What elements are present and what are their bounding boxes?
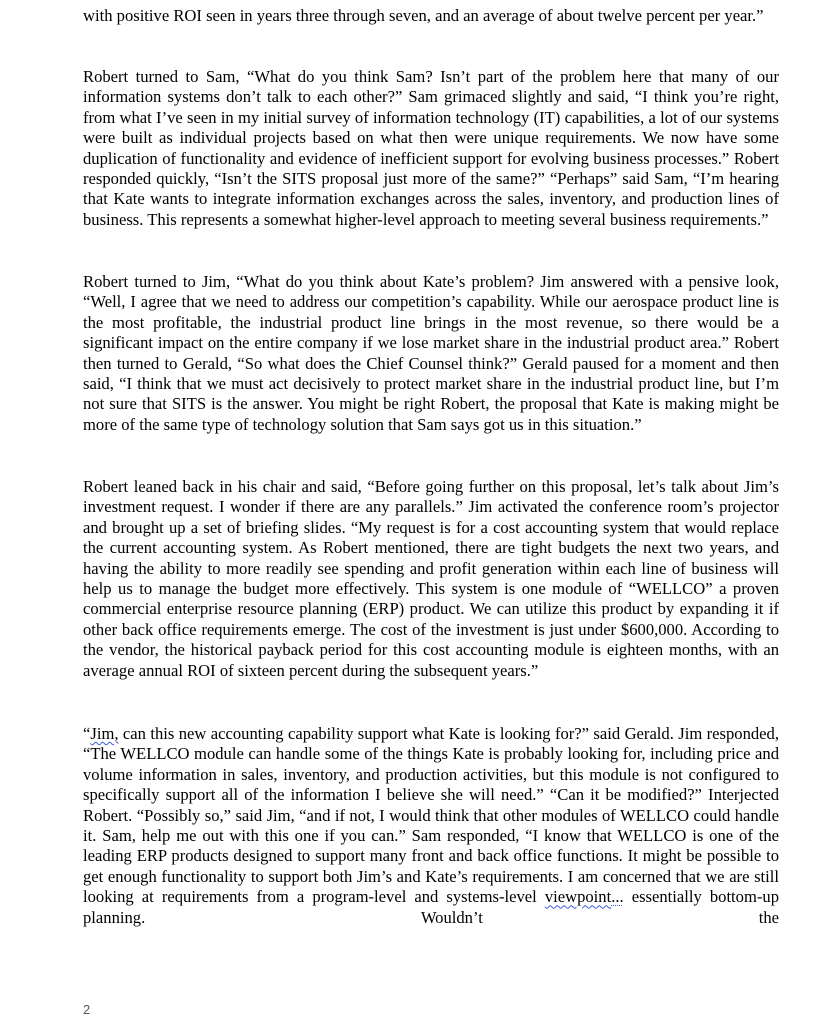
paragraph-tail: essentially bottom-up planning. Wouldn’t the [83,887,779,927]
grammar-flag-jim[interactable]: Jim, [90,724,119,743]
paragraph-continuation: with positive ROI seen in years three through seven, and an average of about twelve percent per year.” [83,6,764,25]
open-quote: “ [83,724,91,743]
page-number: 2 [83,1002,91,1017]
paragraph-robert-jim: Robert turned to Jim, “What do you think about Kate’s problem? Jim answered with a pensive look, “Well, I agree that we need to address our competition’s capability. While our aerospace product line is the most profitable, the industrial product line brings in the most revenue, so there would be a significant impact on the entire company if we lose market share in the industrial product area.” Robert then turned to Gerald, “So what does the Chief Counsel think?” Gerald paused for a moment and then said, “I think that we must act decisively to protect market share in the industrial product line, but I’m not sure that SITS is the answer. You might be right Robert, the proposal that Kate is making might be more of the same type of technology solution that Sam says got us in this situation.” [83,272,779,434]
paragraph-jim-investment: Robert leaned back in his chair and said, “Before going further on this proposal, let’s talk about Jim’s investment request. I wonder if there are any parallels.” Jim activated the conference room’s projector and brought up a set of briefing slides. “My request is for a cost accounting system that would replace the current accounting system. As Robert mentioned, there are tight budgets the next two years, and having the ability to more readily see spending and profit generation within each line of business will help us to manage the budget more effectively. This system is one module of “WELLCO” a proven commercial enterprise resource planning (ERP) product. We can utilize this product by expanding it if other back office requirements emerge. The cost of the investment is just under $600,000. According to the vendor, the historical payback period for this cost accounting module is eighteen months, with an average annual ROI of sixteen percent during the subsequent years.” [83,477,779,680]
grammar-flag-ellipsis[interactable]: ... [611,887,624,907]
paragraph-gerald-question [83,724,779,928]
paragraph-body: can this new accounting capability support what Kate is looking for?” said Gerald. Jim responded, “The WELLCO module can handle some of the things Kate is probably looking for, including price and volume information in sales, inventory, and production activities, but this module is not configured to specifically support all of the information I believe she will need.” “Can it be modified?” Interjected Robert. “Possibly so,” said Jim, “and if not, I would think that other modules of WELLCO could handle it. Sam, help me out with this one if you can.” Sam responded, “I know that WELLCO is one of the leading ERP products designed to support many front and back office functions. It might be possible to get enough functionality to support both Jim’s and Kate’s requirements. I am concerned that we are still looking at requirements from a program-level and systems-level [83,724,779,907]
paragraph-robert-sam: Robert turned to Sam, “What do you think Sam? Isn’t part of the problem here that many of our information systems don’t talk to each other?” Sam grimaced slightly and said, “I think you’re right, from what I’ve seen in my initial survey of information technology (IT) capabilities, a lot of our systems were built as individual projects based on what then were unique requirements. We now have some duplication of functionality and evidence of inefficient support for evolving business processes.” Robert responded quickly, “Isn’t the SITS proposal just more of the same?” “Perhaps” said Sam, “I’m hearing that Kate wants to integrate information exchanges across the sales, inventory, and production lines of business. This represents a somewhat higher-level approach to meeting several business requirements.” [83,67,779,229]
grammar-flag-viewpoint[interactable]: viewpoint [544,887,612,907]
